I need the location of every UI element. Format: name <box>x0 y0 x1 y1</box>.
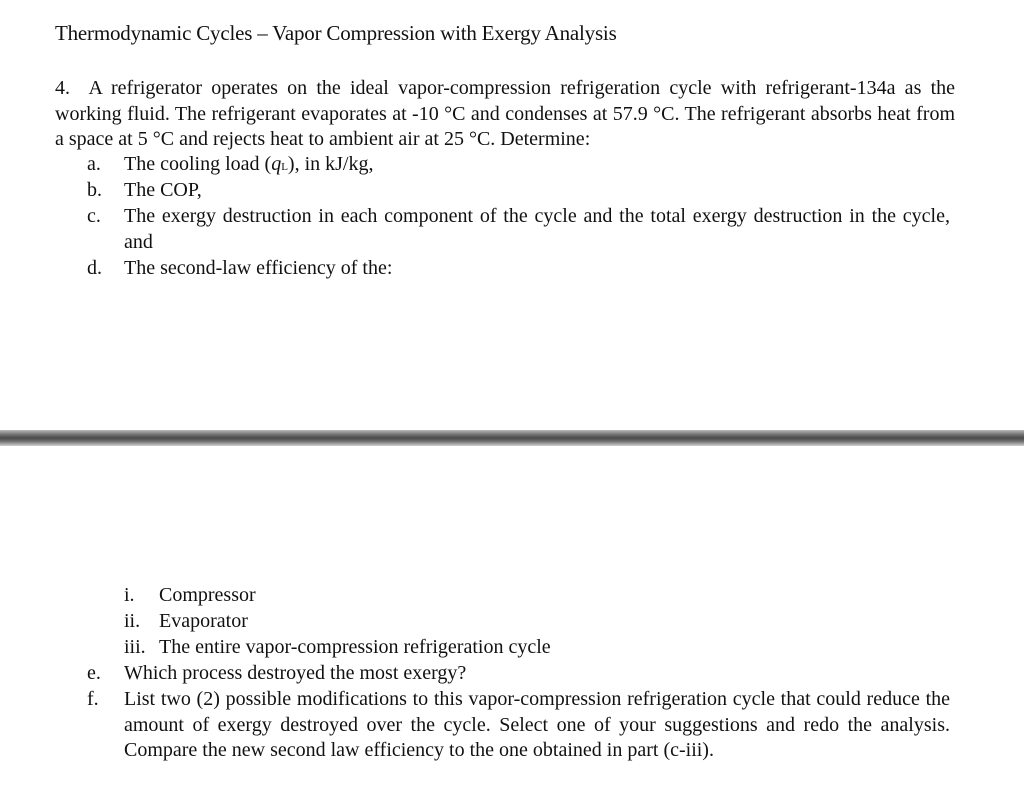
part-d-ii-marker: ii. <box>124 610 141 632</box>
part-f-marker: f. <box>87 688 99 710</box>
part-a-marker: a. <box>87 153 101 175</box>
part-a-text <box>124 152 373 181</box>
part-c-marker: c. <box>87 205 101 227</box>
problem-text: A refrigerator operates on the ideal vapor-compression refrigeration cycle with refrigerant-134a as the working fluid. The refrigerant evaporates at -10 °C and condenses at 57.9 °C. The refrigerant absorbs heat from a space at 5 °C and rejects heat to ambient air at 25 °C. Determine: <box>55 77 955 151</box>
part-d-marker: d. <box>87 257 102 279</box>
part-c-text: The exergy destruction in each component of the cycle and the total exergy destruction in the cycle, and <box>124 205 950 253</box>
cooling-load-subscript: L <box>281 161 288 173</box>
page-bottom-section <box>0 446 1024 789</box>
part-b-text: The COP, <box>124 179 202 201</box>
part-a-text-after: ), in kJ/kg, <box>287 153 374 175</box>
part-e-marker: e. <box>87 662 101 684</box>
part-d-iii-marker: iii. <box>124 636 146 658</box>
page-separator <box>0 430 1024 446</box>
part-d-i-text: Compressor <box>159 584 256 606</box>
part-b-marker: b. <box>87 179 102 201</box>
problem-statement <box>55 76 955 153</box>
cooling-load-symbol <box>271 153 288 175</box>
part-e-text: Which process destroyed the most exergy? <box>124 662 467 684</box>
part-d-iii-text: The entire vapor-compression refrigeration cycle <box>159 636 551 658</box>
part-f-text: List two (2) possible modifications to this vapor-compression refrigeration cycle that could reduce the amount of exergy destroyed over the cycle. Select one of your suggestions and redo the analysis. Compare the new second law efficiency to the one obtained in part (c-iii). <box>124 688 950 762</box>
part-d-text: The second-law efficiency of the: <box>124 257 393 279</box>
part-a-text-before: The cooling load ( <box>124 153 272 175</box>
part-d-i-marker: i. <box>124 584 135 606</box>
problem-number: 4. <box>55 77 70 99</box>
cooling-load-q: q <box>271 153 282 175</box>
document-title: Thermodynamic Cycles – Vapor Compression with Exergy Analysis <box>55 21 617 45</box>
part-d-ii-text: Evaporator <box>159 610 248 632</box>
